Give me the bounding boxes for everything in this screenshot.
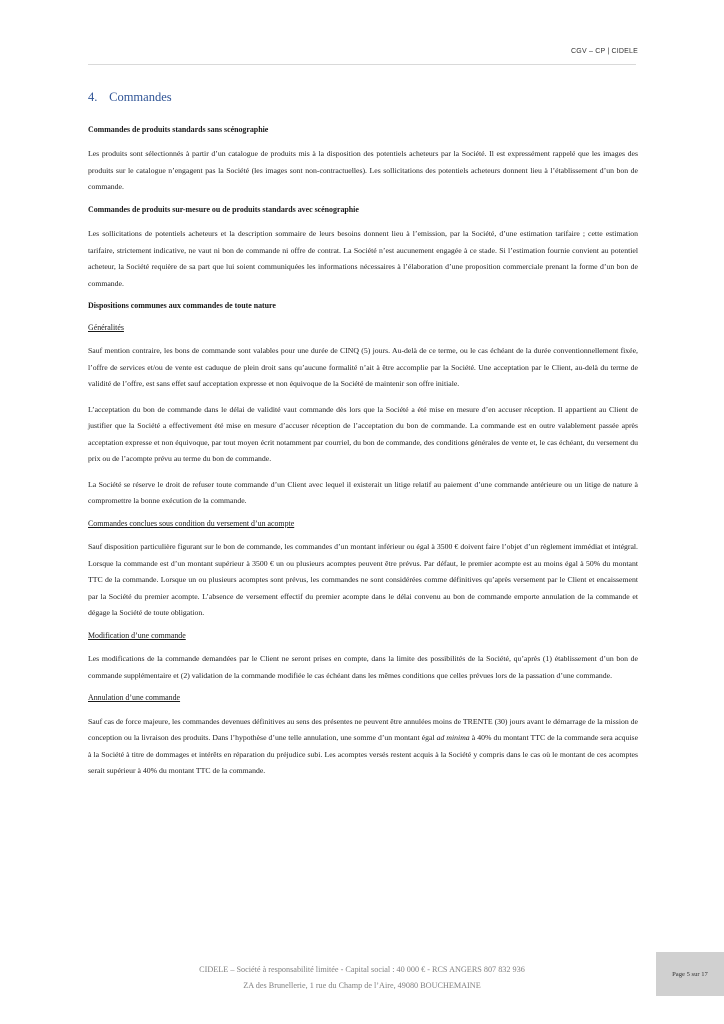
footer-company-line: CIDELE – Société à responsabilité limitée - Capital social : 40 000 € - RCS ANGERS 807 832 936 [199,965,525,974]
section-number: 4. [88,90,98,104]
subheading-deposit: Commandes conclues sous condition du versement d’un acompte [88,518,295,528]
paragraph-refusal: La Société se réserve le droit de refuser toute commande d’un Client avec lequel il existerait un litige relatif au paiement d’une commande antérieure ou un litige de nature à compromettre la bonne exécution de la commande. [88,479,638,506]
cancellation-emphasis: ad minima [436,733,470,743]
subheading-generalites: Généralités [88,322,124,332]
subheading-cancellation: Annulation d’une commande [88,693,181,703]
section-heading [88,90,638,105]
page-number-box [656,952,724,996]
paragraph-acceptance: L’acceptation du bon de commande dans le délai de validité vaut commande dès lors que la Société a été mise en mesure d’en accuser réception. Il appartient au Client de justifier que la Société a effectivement été mise en mesure d’accuser réception de l’acceptation du bon de commande. La commande est en outre valablement passée après acceptation expresse et non équivoque, par tout moyen écrit notamment par courriel, du bon de commande, des conditions générales de vente et, le cas échéant, du versement du prix ou de l’acompte prévu au terme du bon de commande. [88,404,638,464]
paragraph-custom-orders: Les sollicitations de potentiels acheteurs et la description sommaire de leurs besoins donnent lieu à l’emission, par la Société, d’une estimation tarifaire ; cette estimation tarifaire, strictement indicative, ne vaut ni bon de commande ni offre de contrat. La Société n’est aucunement engagée à ce stade. Si l’estimation fournie convient au potentiel acheteur, la Société requière de sa part que lui soient communiquées les informations nécessaires à l’élaboration d’une proposition commerciale prenant la forme d’un bon de commande. [88,229,638,288]
paragraph-cancellation [88,714,638,780]
paragraph-standard-orders: Les produits sont sélectionnés à partir d’un catalogue de produits mis à la disposition des potentiels acheteurs par la Société. Il est expressément rappelé que les images des produits sur le catalogue n’engagent pas la Société (les images sont non-contractuelles). Les sollicitations des potentiels acheteurs donnent lieu à l’établissement d’un bon de commande. [88,149,638,192]
paragraph-modification: Les modifications de la commande demandées par le Client ne seront prises en compte, dans la limite des possibilités de la Société, qu’après (1) établissement d’un bon de commande supplémentaire et (2) validation de la commande modifiée le cas échéant dans les mêmes conditions que celles prévues lors de la passation d’une commande. [88,654,638,680]
subheading-common-provisions: Dispositions communes aux commandes de toute nature [88,301,276,311]
page-content [88,90,638,789]
running-header: CGV – CP | CIDELE [571,48,638,55]
footer-address-line: ZA des Brunellerie, 1 rue du Champ de l’Aire, 49080 BOUCHEMAINE [243,981,481,990]
cancellation-text-start: Sauf cas de force majeure, les commandes devenues définitives au sens des présentes ne peuvent être annulées moins de TRENTE (30) jours avant le démarrage de la mission de conception ou la livraison des produits. Dans l’hypothèse d’une telle annulation, une somme d’un montant égal [88,716,638,743]
subheading-modification: Modification d’une commande [88,630,186,640]
subheading-standard-orders: Commandes de produits standards sans scénographie [88,125,269,134]
paragraph-validity: Sauf mention contraire, les bons de commande sont valables pour une durée de CINQ (5) jours. Au-delà de ce terme, ou le cas échéant de la durée conventionnellement fixée, l’offre de services et/ou de vente est caduque de plein droit sans qu’aucune formalité n’ait à être accomplie par la Société. Une acceptation par le Client, au-delà du terme de validité de l’offre, est sans effet sauf acceptation expresse et non équivoque de la Société de maintenir son offre initiale. [88,346,638,389]
header-rule [88,64,636,65]
section-title: Commandes [109,90,172,104]
page-number: Page 5 sur 17 [672,970,708,978]
paragraph-deposit: Sauf disposition particulière figurant sur le bon de commande, les commandes d’un montant inférieur ou égal à 3500 € doivent faire l’objet d’un règlement immédiat et intégral. Lorsque la commande est d’un montant supérieur à 3500 € un ou plusieurs acomptes peuvent être prévus. Par défaut, le premier acompte est au moins égal à 50% du montant TTC de la commande. Lorsque un ou plusieurs acomptes sont prévus, les commandes ne sont considérées comme définitives qu’après versement par le Client et encaissement par la Société du premier acompte. L’absence de versement effectif du premier acompte dans le délai convenu au bon de commande emporte annulation de la commande et dégage la Société de toute obligation. [88,542,638,618]
page-footer [0,962,724,994]
subheading-custom-orders: Commandes de produits sur-mesure ou de produits standards avec scénographie [88,204,359,214]
cancellation-text-end: à 40% du montant TTC de la commande sera acquise à la Société à titre de dommages et intérêts en réparation du préjudice subi. Les acomptes versés restent acquis à la Société y compris dans le cas où le montant de ces acomptes serait supérieur à 40% du montant TTC de la commande. [88,733,639,776]
